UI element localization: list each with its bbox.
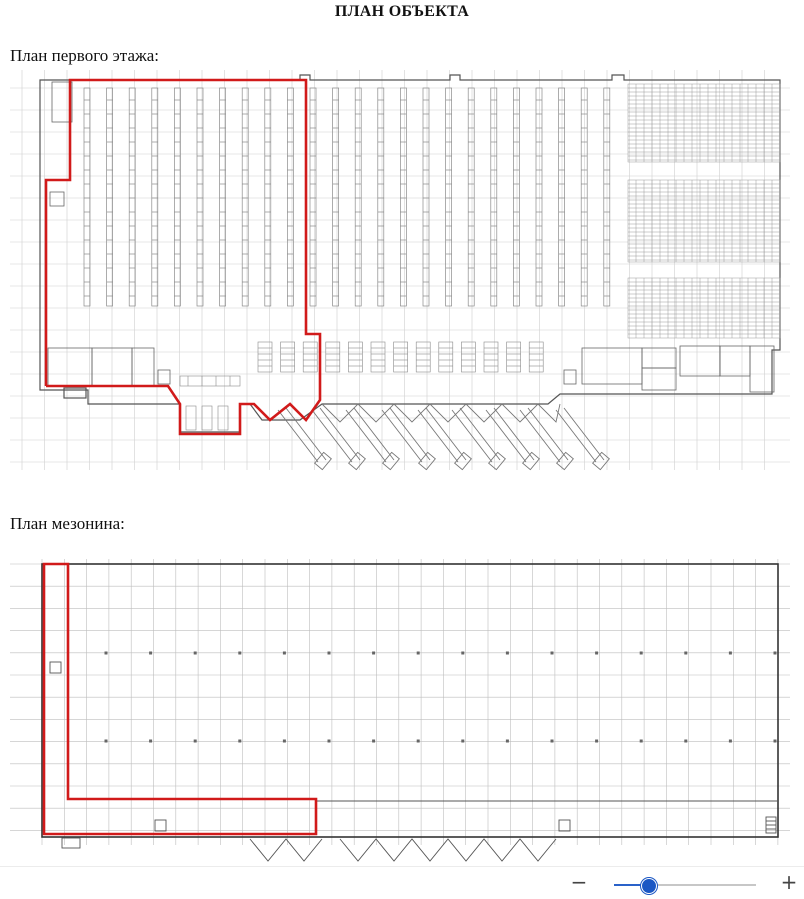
column-dot (461, 652, 464, 655)
pallet-cell (461, 342, 475, 372)
column-dot (595, 652, 598, 655)
column-dot (372, 740, 375, 743)
rack-row (355, 88, 361, 306)
column-dot (506, 740, 509, 743)
mezzanine-plan-drawing (0, 555, 804, 866)
column-dot (774, 740, 777, 743)
truck-ramp-line (354, 408, 394, 460)
pallet-cell (484, 342, 498, 372)
floor1-rack-rows (84, 88, 610, 306)
column-dot (105, 740, 108, 743)
pallet-cell (394, 342, 408, 372)
rack-row (559, 88, 565, 306)
rack-row (536, 88, 542, 306)
column-dot (372, 652, 375, 655)
truck-ramp-line (426, 408, 466, 460)
zoom-slider-thumb[interactable] (641, 878, 657, 894)
pallet-cell (439, 342, 453, 372)
column-dot (684, 652, 687, 655)
truck-ramp-line (564, 408, 604, 460)
rack-row (333, 88, 339, 306)
column-dot (684, 740, 687, 743)
floor1-highlighted-area (46, 80, 320, 434)
floor1-storage-block (628, 84, 780, 338)
truck-ramp-line (390, 408, 430, 460)
mezzanine-details (50, 662, 778, 861)
pallet-cell (281, 342, 295, 372)
column-dot (328, 740, 331, 743)
pallet-cell (348, 342, 362, 372)
column-dot (551, 740, 554, 743)
truck-ramp-line (460, 408, 500, 460)
shelf-block (628, 180, 780, 262)
column-dot (729, 652, 732, 655)
column-dot (729, 740, 732, 743)
column-dot (238, 652, 241, 655)
shelf-block (628, 84, 780, 162)
dock-equipment (180, 376, 240, 386)
rack-row (378, 88, 384, 306)
zoom-out-button[interactable]: − (570, 870, 588, 894)
rack-row (287, 88, 293, 306)
column-dot (417, 740, 420, 743)
pallet-cell (416, 342, 430, 372)
rack-row (468, 88, 474, 306)
mezzanine-grid (10, 559, 790, 845)
column-dot (328, 652, 331, 655)
rack-row (310, 88, 316, 306)
rack-row (265, 88, 271, 306)
floor1-plan-drawing (0, 70, 804, 490)
column-dot (640, 740, 643, 743)
mezzanine-highlighted-area (44, 564, 316, 834)
column-dot (417, 652, 420, 655)
pallet-cell (529, 342, 543, 372)
column-dot (283, 740, 286, 743)
column-dot (774, 652, 777, 655)
rack-row (84, 88, 90, 306)
column-dot (506, 652, 509, 655)
rack-row (513, 88, 519, 306)
column-dot (640, 652, 643, 655)
floor1-loading-docks (278, 404, 609, 470)
column-dot (461, 740, 464, 743)
column-dot (238, 740, 241, 743)
column-dot (194, 740, 197, 743)
floor1-plan-label: План первого этажа: (10, 46, 159, 65)
zoom-in-button[interactable]: + (780, 870, 798, 894)
rack-row (400, 88, 406, 306)
truck-ramp-line (320, 408, 360, 460)
zoom-slider-track[interactable] (614, 884, 756, 886)
pallet-cell (371, 342, 385, 372)
document-title: ПЛАН ОБЪЕКТА (334, 3, 470, 20)
pallet-cell (258, 342, 272, 372)
floor1-building-outline (40, 75, 780, 432)
pallet-cell (303, 342, 317, 372)
pallet-cell (507, 342, 521, 372)
rack-row (423, 88, 429, 306)
rack-row (446, 88, 452, 306)
column-dot (149, 652, 152, 655)
column-dot (283, 652, 286, 655)
column-dot (105, 652, 108, 655)
pallet-cell (326, 342, 340, 372)
column-dot (595, 740, 598, 743)
column-dot (194, 652, 197, 655)
column-dot (149, 740, 152, 743)
viewer-zoom-toolbar (0, 866, 804, 899)
rack-row (491, 88, 497, 306)
column-dot (551, 652, 554, 655)
mezzanine-building-outline (42, 564, 778, 837)
mezzanine-plan-label: План мезонина: (10, 514, 125, 533)
